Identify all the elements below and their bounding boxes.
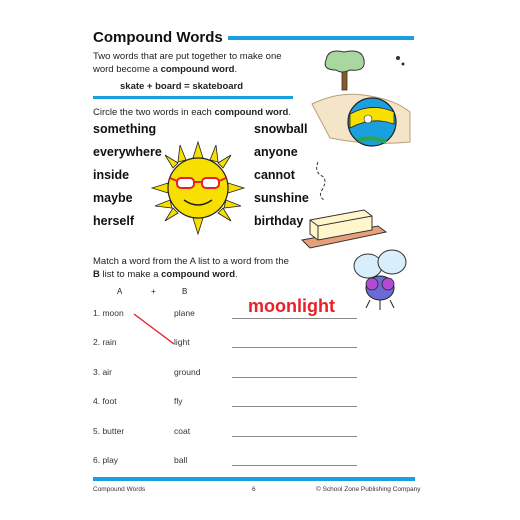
butter-icon bbox=[298, 160, 390, 252]
column-b-header: B bbox=[182, 287, 188, 296]
intro-line-2-bold: compound word bbox=[160, 64, 235, 75]
match-instr-end: . bbox=[235, 269, 238, 280]
compound-word-right[interactable]: anyone bbox=[254, 145, 298, 159]
list-a-item: 1. moon bbox=[93, 308, 124, 318]
list-a-item: 2. rain bbox=[93, 337, 117, 347]
list-a-item: 3. air bbox=[93, 367, 112, 377]
list-b-item: coat bbox=[174, 426, 191, 436]
section-divider bbox=[93, 96, 293, 99]
answer-line[interactable] bbox=[232, 465, 357, 466]
circle-instructions bbox=[93, 106, 291, 119]
compound-word-right[interactable]: birthday bbox=[254, 214, 304, 228]
answer-handwritten: moonlight bbox=[248, 296, 335, 316]
match-instr-b: B bbox=[93, 269, 100, 280]
intro-text bbox=[93, 50, 303, 76]
intro-line-1: Two words that are put together to make one bbox=[93, 51, 282, 62]
list-b-item: fly bbox=[174, 396, 183, 406]
match-instructions bbox=[93, 255, 343, 281]
compound-word-right[interactable]: cannot bbox=[254, 168, 295, 182]
beach-scene-illustration bbox=[310, 42, 422, 150]
beach-ball-icon bbox=[348, 98, 396, 146]
tree-icon bbox=[325, 51, 364, 90]
compound-word-right[interactable]: sunshine bbox=[254, 191, 309, 205]
answer-line[interactable] bbox=[232, 347, 357, 348]
circle-instr-bold: compound word bbox=[214, 107, 289, 118]
sun-with-sunglasses-icon bbox=[150, 140, 246, 236]
match-instr-line-1: Match a word from the A list to a word from the bbox=[93, 256, 289, 267]
example-equation: skate + board = skateboard bbox=[120, 81, 244, 92]
answer-line[interactable] bbox=[232, 318, 357, 319]
list-a-item: 5. butter bbox=[93, 426, 125, 436]
match-instr-mid: list to make a bbox=[99, 269, 162, 280]
list-b-item: ground bbox=[174, 367, 201, 377]
circle-instr-post: . bbox=[288, 107, 291, 118]
answer-line[interactable] bbox=[232, 377, 357, 378]
compound-word-left[interactable]: maybe bbox=[93, 191, 133, 205]
list-b-item: ball bbox=[174, 455, 188, 465]
footer-left-label: Compound Words bbox=[93, 486, 146, 493]
list-a-item: 6. play bbox=[93, 455, 119, 465]
plus-header: + bbox=[151, 287, 156, 296]
footer-copyright: © School Zone Publishing Company bbox=[316, 486, 421, 493]
circle-instr-pre: Circle the two words in each bbox=[93, 107, 215, 118]
answer-line[interactable] bbox=[232, 406, 357, 407]
page-title: Compound Words bbox=[93, 29, 223, 46]
match-connector-line bbox=[118, 310, 198, 350]
compound-word-left[interactable]: everywhere bbox=[93, 145, 162, 159]
compound-word-left[interactable]: inside bbox=[93, 168, 130, 182]
answer-line[interactable] bbox=[232, 436, 357, 437]
compound-word-left[interactable]: herself bbox=[93, 214, 134, 228]
compound-word-right[interactable]: snowball bbox=[254, 122, 308, 136]
match-instr-bold: compound word bbox=[161, 269, 236, 280]
list-b-item: light bbox=[174, 337, 190, 347]
fly-icon bbox=[348, 248, 420, 312]
column-a-header: A bbox=[117, 287, 123, 296]
compound-word-left[interactable]: something bbox=[93, 122, 157, 136]
list-a-item: 4. foot bbox=[93, 396, 117, 406]
intro-line-2-pre: word become a bbox=[93, 64, 161, 75]
footer-bar bbox=[93, 477, 415, 481]
intro-line-2-post: . bbox=[234, 64, 238, 75]
title-underline-bar bbox=[228, 36, 414, 40]
page-number: 6 bbox=[252, 486, 256, 493]
list-b-item: plane bbox=[174, 308, 195, 318]
